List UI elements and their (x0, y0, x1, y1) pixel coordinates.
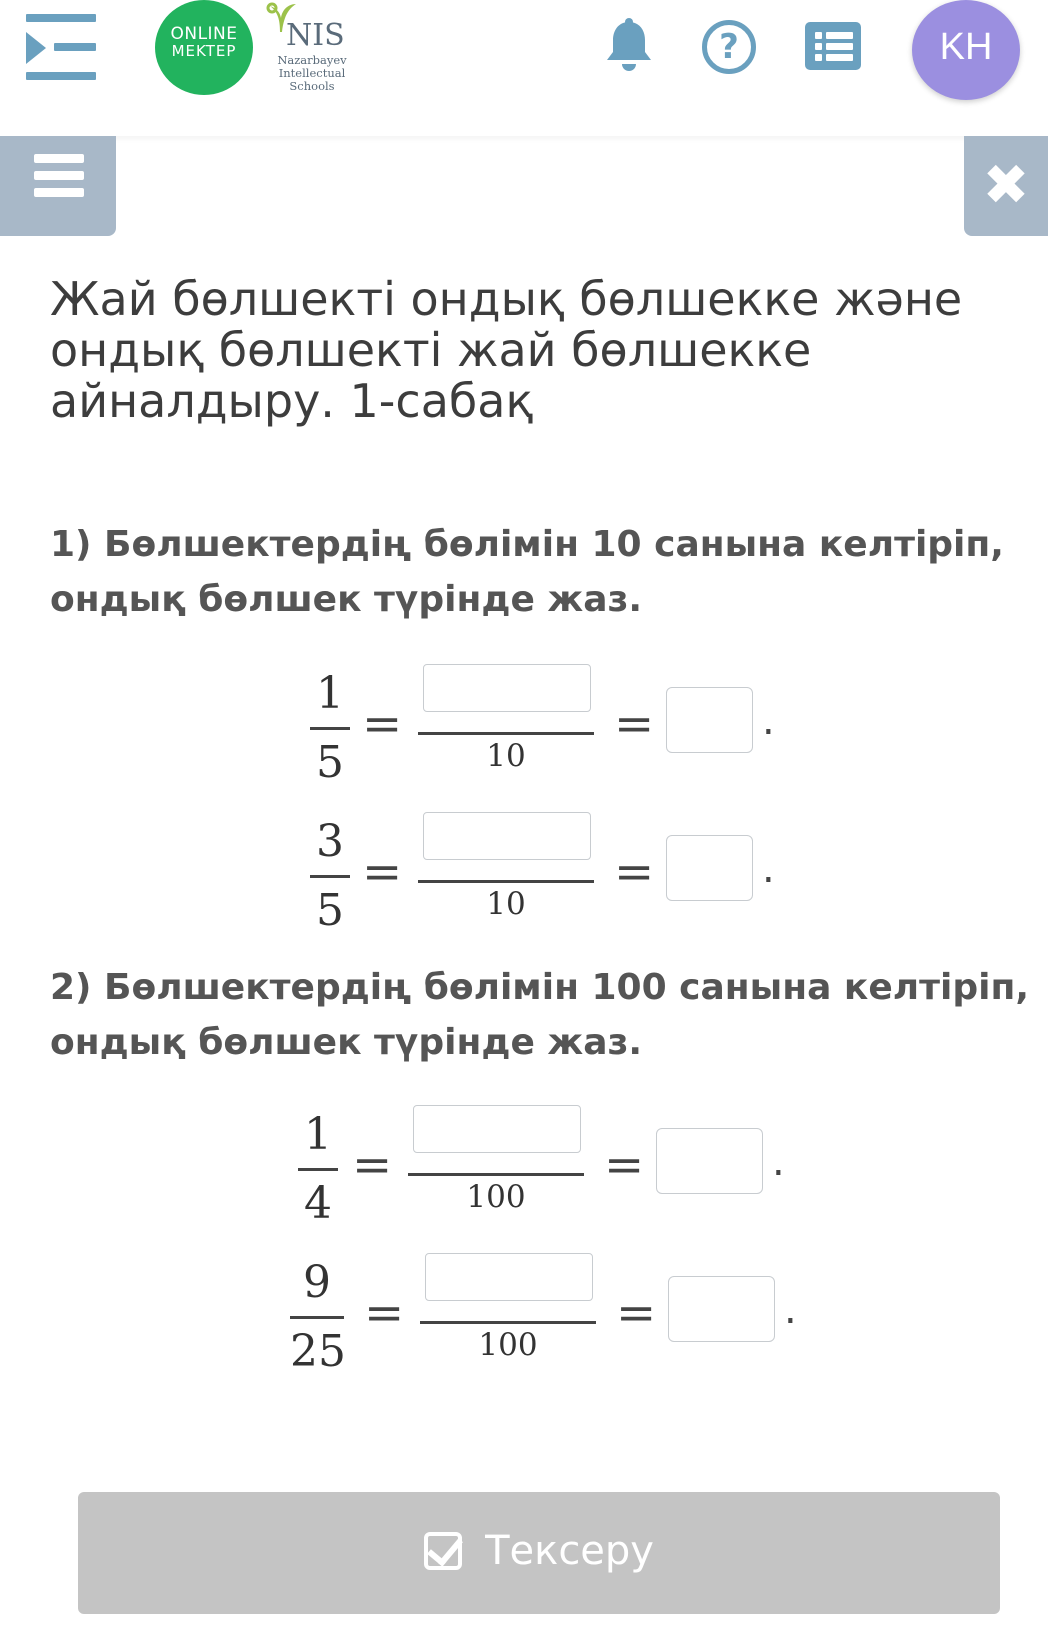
target-fraction (418, 812, 588, 932)
numerator-input[interactable] (425, 1253, 593, 1301)
source-fraction (298, 1105, 338, 1234)
equals-sign: = (616, 1285, 657, 1341)
close-icon[interactable]: ✖ (964, 136, 1048, 236)
source-fraction (310, 664, 350, 793)
period: . (784, 1287, 797, 1333)
equation-row (290, 1105, 810, 1235)
hamburger-menu-icon[interactable] (0, 136, 116, 236)
target-fraction (418, 664, 588, 784)
decimal-answer-input[interactable] (666, 687, 753, 753)
task-2-heading: 2) Бөлшектердің бөлімін 100 санына келтіріп, ондық бөлшек түрінде жаз. (50, 967, 1029, 1063)
equation-row (300, 664, 780, 794)
decimal-answer-input[interactable] (656, 1128, 763, 1194)
check-button-label: Тексеру (485, 1528, 654, 1574)
user-avatar[interactable]: KH (912, 0, 1020, 100)
equation-row (290, 1253, 820, 1383)
decimal-answer-input[interactable] (668, 1276, 775, 1342)
source-fraction (290, 1253, 344, 1382)
nis-title: NIS (286, 18, 345, 53)
nis-logo (256, 0, 356, 100)
list-icon[interactable] (805, 22, 861, 70)
target-fraction (420, 1253, 596, 1373)
equals-sign: = (362, 844, 403, 900)
numerator-input[interactable] (423, 664, 591, 712)
equals-sign: = (364, 1285, 405, 1341)
menu-toggle-icon[interactable] (26, 14, 98, 80)
period: . (762, 846, 775, 892)
numerator: 1 (304, 1109, 332, 1160)
period: . (762, 698, 775, 744)
numerator-input[interactable] (423, 812, 591, 860)
bell-icon[interactable] (604, 18, 654, 74)
decimal-answer-input[interactable] (666, 835, 753, 901)
target-denominator: 100 (478, 1327, 538, 1363)
numerator: 3 (316, 816, 344, 867)
equals-sign: = (362, 696, 403, 752)
denominator: 5 (316, 737, 344, 788)
logo-line-2: MEKTEP (171, 42, 237, 60)
numerator: 9 (303, 1257, 331, 1308)
target-denominator: 10 (486, 738, 526, 774)
equals-sign: = (614, 696, 655, 752)
help-symbol: ? (719, 27, 739, 67)
target-denominator: 10 (486, 886, 526, 922)
checkbox-check-icon (424, 1532, 462, 1570)
numerator: 1 (316, 668, 344, 719)
equals-sign: = (352, 1137, 393, 1193)
top-header (0, 0, 1048, 136)
target-fraction (408, 1105, 584, 1225)
equals-sign: = (604, 1137, 645, 1193)
task-1-heading: 1) Бөлшектердің бөлімін 10 санына келтіріп, ондық бөлшек түрінде жаз. (50, 524, 1004, 620)
source-fraction (310, 812, 350, 941)
page-title: Жай бөлшекті ондық бөлшекке және ондық бөлшекті жай бөлшекке айналдыру. 1-сабақ (50, 272, 963, 428)
equation-row (300, 812, 780, 942)
denominator: 25 (290, 1326, 346, 1377)
period: . (772, 1139, 785, 1185)
check-button[interactable] (78, 1492, 1000, 1614)
help-icon[interactable] (702, 20, 756, 74)
logo-line-1: ONLINE (170, 24, 238, 44)
online-mektep-logo[interactable] (155, 0, 253, 95)
numerator-input[interactable] (413, 1105, 581, 1153)
nis-subtitle: Nazarbayev Intellectual Schools (277, 53, 347, 93)
equals-sign: = (614, 844, 655, 900)
denominator: 4 (304, 1178, 332, 1229)
denominator: 5 (316, 885, 344, 936)
target-denominator: 100 (466, 1179, 526, 1215)
